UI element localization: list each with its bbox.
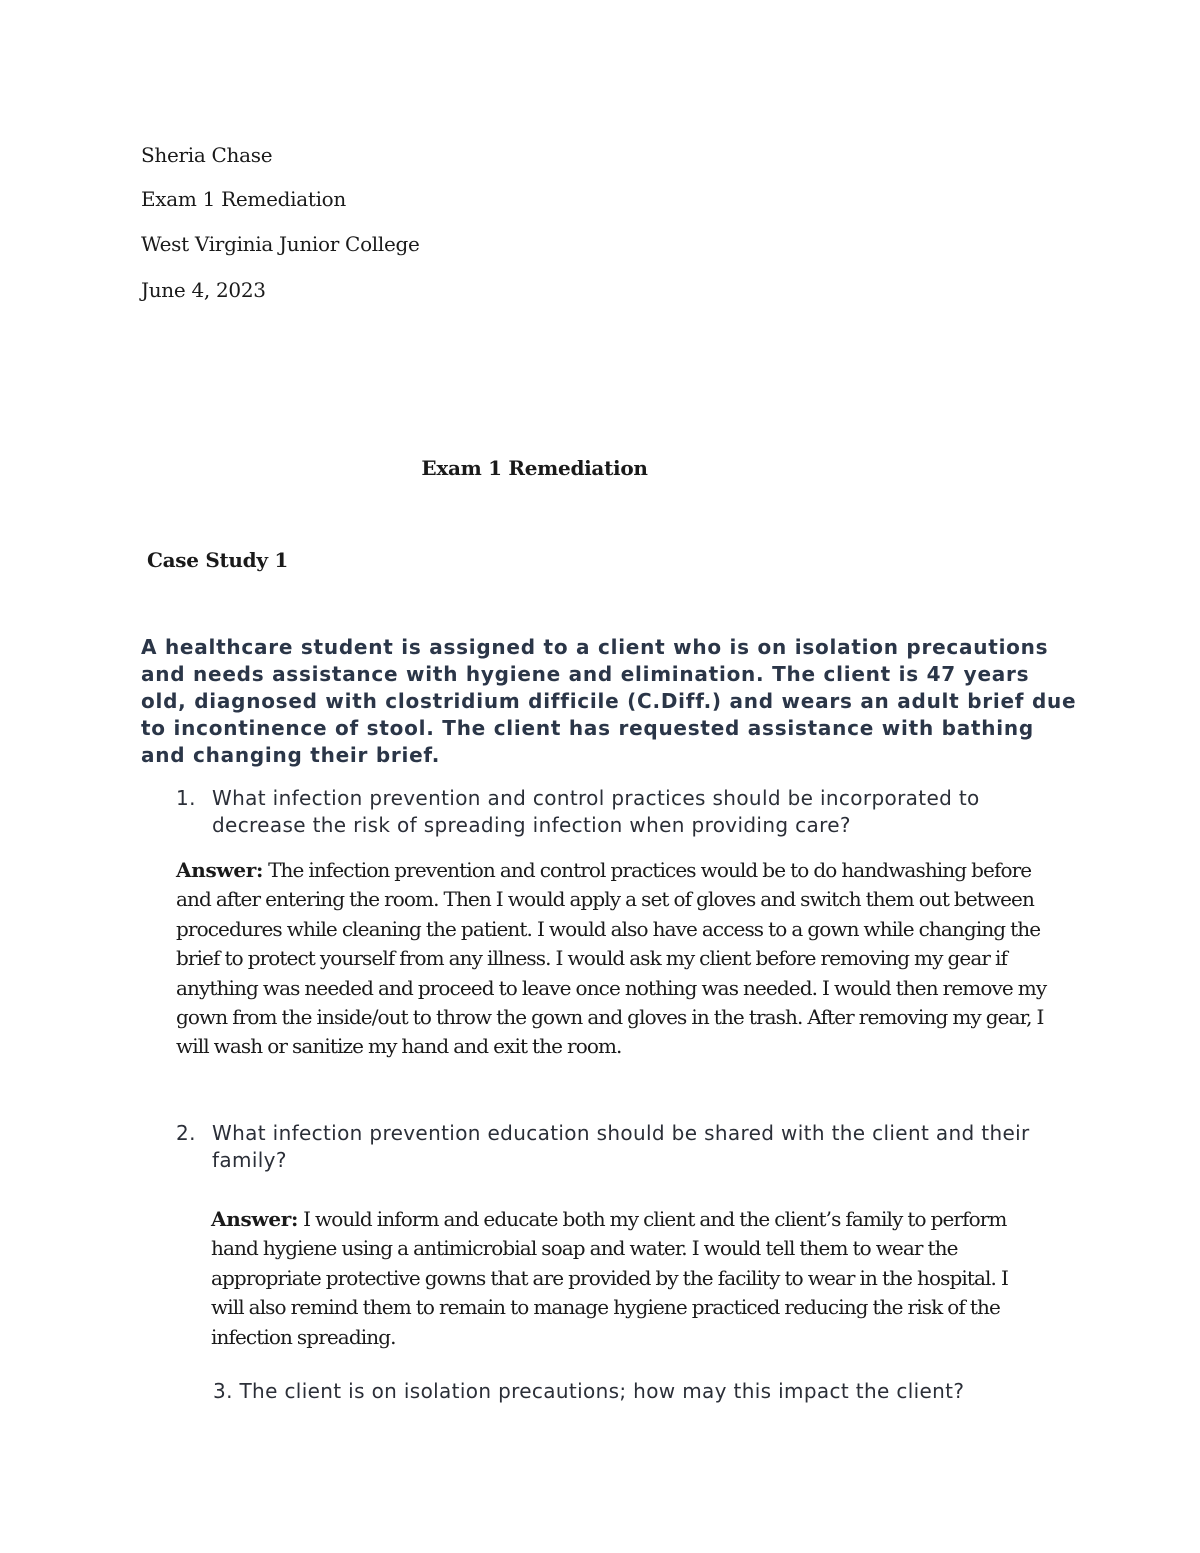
question-text: What infection prevention and control practices should be incorporated to decrease the risk of spreading infection when providing care? [212, 786, 980, 837]
answer-text: The infection prevention and control practices would be to do handwashing before and after entering the room. Then I would apply a set of gloves and switch them out between procedures while cleaning the patient. I would also have access to a gown while changing the brief to protect yourself from any illness. I would ask my client before removing my gear if anything was needed and proceed to leave once nothing was needed. I would then remove my gown from the inside/out to throw the gown and gloves in the trash. After removing my gear, I will wash or sanitize my hand and exit the room. [176, 858, 1047, 1059]
question-text: What infection prevention education should be shared with the client and their family? [212, 1121, 1030, 1172]
document-date: June 4, 2023 [141, 278, 266, 302]
answer-2 [211, 1205, 1041, 1352]
answer-label: Answer: [211, 1207, 299, 1231]
question-2 [176, 1120, 1056, 1174]
course-name: Exam 1 Remediation [141, 187, 346, 211]
question-number: 2. [176, 1121, 196, 1145]
answer-1 [176, 856, 1061, 1062]
document-title: Exam 1 Remediation [421, 456, 648, 480]
case-scenario: A healthcare student is assigned to a client who is on isolation precautions and needs assistance with hygiene and elimination. The client is 47 years old, diagnosed with clostridium difficile (C.Diff.) and wears an adult brief due to incontinence of stool. The client has requested assistance with bathing and changing their brief. [141, 635, 1077, 767]
answer-text: I would inform and educate both my client and the client’s family to perform hand hygiene using a antimicrobial soap and water. I would tell them to wear the appropriate protective gowns that are provided by the facility to wear in the hospital. I will also remind them to remain to manage hygiene practiced reducing the risk of the infection spreading. [211, 1207, 1008, 1349]
answer-label: Answer: [176, 858, 264, 882]
author-name: Sheria Chase [141, 143, 273, 167]
question-text: 3. The client is on isolation precautions; how may this impact the client? [213, 1379, 965, 1403]
section-title: Case Study 1 [147, 548, 288, 572]
question-number: 1. [176, 786, 196, 810]
institution-name: West Virginia Junior College [141, 232, 420, 256]
question-1 [176, 785, 1056, 839]
question-3 [213, 1378, 1073, 1405]
